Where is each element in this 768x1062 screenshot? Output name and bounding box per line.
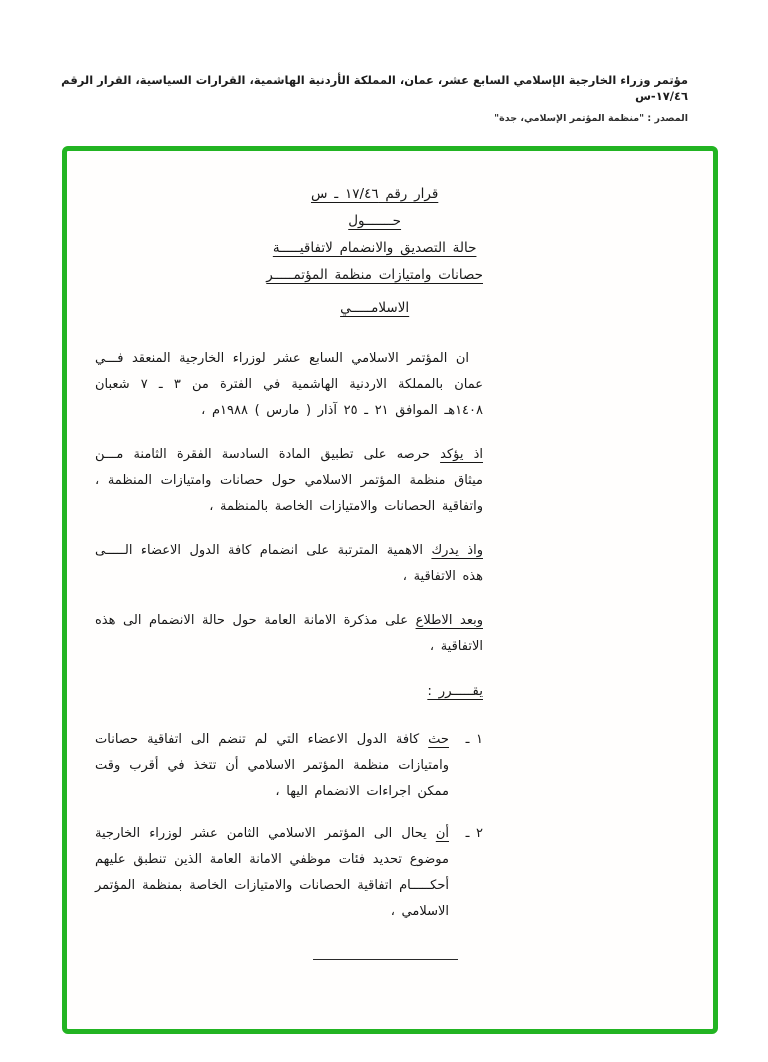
citation-title: مؤتمر وزراء الخارجية الإسلامي السابع عشر، عمان، المملكة الأردنية الهاشمية، القرارات السياسية، القرار الرقم ١٧/٤٦-س (61, 73, 688, 103)
paragraph-text: الاهمية المترتبة على انضمام كافة الدول الاعضاء الـــــى هذه الاتفاقية ، (95, 543, 483, 584)
paragraph-text: حرصه على تطبيق المادة السادسة الفقرة الثامنة مـــن ميثاق منظمة المؤتمر الاسلامي حول حصانات وامتيازات المنظمة ، واتفاقية الحصانات والامتيازات الخاصة بالمنظمة ، (95, 447, 483, 514)
item-lead: حث (428, 732, 449, 747)
resolution-number: قرار رقم ١٧/٤٦ ـ س (310, 186, 439, 202)
resolution-title-line: الاسلامـــــي (340, 300, 410, 316)
item-number: ٢ ـ (465, 826, 483, 841)
resolution-title-line: حـــــــول (348, 213, 402, 229)
paragraph-text: ان المؤتمر الاسلامي السابع عشر لوزراء الخارجية المنعقد فـــي عمان بالمملكة الاردنية الهاشمية في الفترة من ٣ ـ ٧ شعبان ١٤٠٨هـ الموافق ٢١ ـ ٢٥ آذار ( مارس ) ١٩٨٨م ، (95, 351, 483, 418)
decision-heading: يقـــــرر : (427, 683, 483, 699)
decision-item (95, 727, 483, 805)
signature-line (313, 959, 458, 960)
paragraph-lead: واذ يدرك (431, 543, 483, 558)
paragraph (95, 538, 483, 590)
paragraph-lead: اذ يؤكد (440, 447, 483, 462)
citation-header (55, 72, 688, 124)
paragraph (95, 346, 483, 424)
paragraph (95, 442, 483, 520)
citation-source: المصدر : "منظمة المؤتمر الإسلامي، جدة" (494, 113, 688, 124)
resolution-title-block (95, 181, 483, 322)
paragraph (95, 608, 483, 660)
paragraph-text: على مذكرة الامانة العامة حول حالة الانضمام الى هذه الاتفاقية ، (95, 613, 483, 654)
item-text: حث كافة الدول الاعضاء التي لم تنضم الى اتفاقية حصانات وامتيازات منظمة المؤتمر الاسلامي أن تتخذ في أقرب وقت ممكن اجراءات الانضمام اليها ، (95, 732, 449, 799)
resolution-title-line: حصانات وامتيازات منظمة المؤتمـــــر (266, 267, 483, 283)
decision-item (95, 821, 483, 925)
paragraph-lead: وبعد الاطلاع (415, 613, 483, 628)
resolution-title-line: حالة التصديق والانضمام لاتفاقيـــــة (272, 240, 477, 256)
item-lead: أن (435, 826, 449, 841)
document-frame (62, 146, 718, 1034)
document-body (95, 181, 483, 960)
item-number: ١ ـ (465, 732, 483, 747)
item-text: أن يحال الى المؤتمر الاسلامي الثامن عشر لوزراء الخارجية موضوع تحديد فئات موظفي الامانة العامة الذين تنطبق عليهم أحكـــــام اتفاقية الحصانات والامتيازات الخاصة بمنظمة المؤتمر الاسلامي ، (95, 826, 449, 919)
